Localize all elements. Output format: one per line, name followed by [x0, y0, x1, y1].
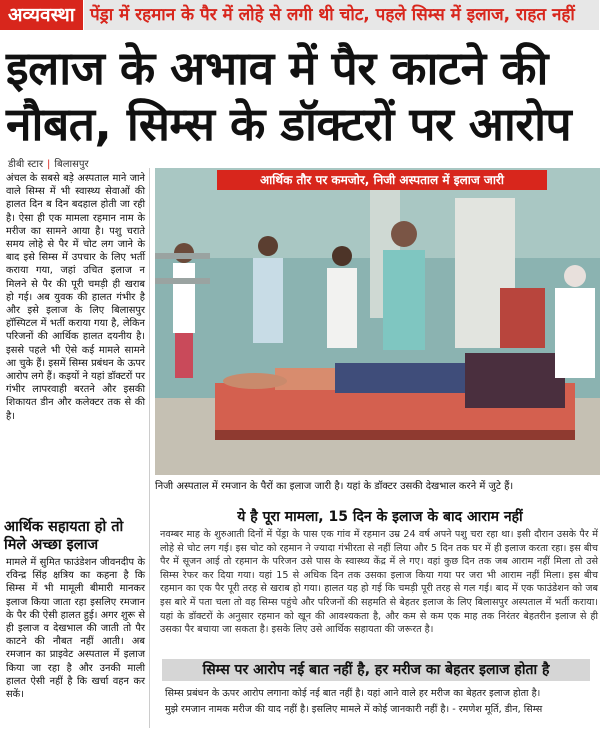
- left-column-subhead: आर्थिक सहायता हो तो मिले अच्छा इलाज: [4, 519, 124, 553]
- box-line-1: सिम्स प्रबंधन के ऊपर आरोप लगाना कोई नई बात नहीं है। यहां आने वाले हर मरीज का बेहतर इलाज होता है।: [165, 688, 541, 699]
- news-photo: [155, 168, 600, 475]
- byline: [8, 156, 89, 170]
- left-column-body: [6, 170, 145, 423]
- headline-line-1: इलाज के अभाव में पैर काटने की: [6, 41, 548, 95]
- left-column-paragraph: अंचल के सबसे बड़े अस्पताल माने जाने वाले सिम्स में भी स्वास्थ्य सेवाओं की हालत दिन ब दिन बदहाल होती जा रही है। ऐसा ही एक मामला रहमान नाम के मरीज का सामने आया है। पशु चराते समय लोहे से पैर में चोट लग जाने के बाद इसे सिम्स में उपचार के लिए भर्ती कराया गया, जहां उचित इलाज न मिलने से पैर की पूरी चमड़ी ही खराब हो गई। अब युवक की हालत गंभीर है और इसे इलाज के लिए बिलासपुर हॉस्पिटल में भर्ती कराया गया है, लेकिन परिजनों की आर्थिक हालत दयनीय है। इससे पहले भी ऐसे कई मामले सामने आ चुके हैं। इसमें सिम्स प्रबंधन के ऊपर आरोप लगे हैं। कइयों ने यहां डॉक्टरों पर गंभीर लापरवाही बरतने और इसकी शिकायत डीन और कलेक्टर तक से की है।: [6, 173, 145, 422]
- box-body: [165, 686, 590, 718]
- top-bar: [0, 0, 603, 30]
- box-line-2: मुझे रमजान नामक मरीज की याद नहीं है। इसलिए मामले में कोई जानकारी नहीं है। - रमणेश मूर्ति, डीन, सिम्स: [165, 704, 543, 715]
- byline-author: डीबी स्टार: [8, 159, 44, 170]
- byline-separator: |: [47, 159, 51, 170]
- middle-body: नवम्बर माह के शुरुआती दिनों में पेंड्रा के पास एक गांव में रहमान उम्र 24 वर्ष अपने पशु चरा रहा था। इसी दौरान उसके पैर में लोहे से चोट लग गई। इस चोट को रहमान ने ज्यादा गंभीरता से नहीं लिया और 5 दिन तक घर में ही इलाज करता रहा। इस बीच पैर में सूजन आई तो रहमान के परिजन उसे पास के स्वास्थ्य केंद्र में ले गए। वहां कुछ दिन तक जब आराम नहीं मिला तो उसे सिम्स रेफर कर दिया गया। यहां 15 से अधिक दिन तक उसका इलाज किया गया पर जरा भी आराम नहीं मिला। इस बीच रहमान का एक पैर पूरी तरह से खराब हो गया। हालत यह हो गई कि चमड़ी पूरी तरह से गल गई। बाद में एक फाउंडेशन को जब इस बारे में पता चला तो वह सिम्स पहुंचे और परिजनों की सहमति से बेहतर इलाज के लिए बिलासपुर अस्पताल में भर्ती कराया। यहां के डॉक्टरों के अनुसार रहमान को खून की आवश्यकता है, और कम से कम एक माह तक निरंतर बेहतरीन इलाज से ही उसका पैर बचाया जा सकता है। इसके लिए उसे आर्थिक सहायता की जरूरत है।: [160, 529, 598, 636]
- headline-line-2: नौबत, सिम्स के डॉक्टरों पर आरोप: [6, 97, 572, 151]
- left-column-paragraph-2: मामले में सुमित फाउंडेशन जीवनदीप के रविन्द्र सिंह क्षत्रिय का कहना है कि सिम्स में भी मामूली बीमारी मानकर इलाज किया जाता रहा इसलिए रमजान के पैर की ऐसी हालत हुई। अगर शुरू से ही इलाज व देखभाल की जाती तो पैर काटने की नौबत नहीं आती। अब रमजान का प्राइवेट अस्पताल में इलाज किया जा रहा है और उनकी माली हालत ऐसी नहीं है कि खर्चा वहन कर सकें।: [6, 557, 145, 701]
- kicker-line: पेंड्रा में रहमान के पैर में लोहे से लगी थी चोट, पहले सिम्स में इलाज, राहत नहीं: [84, 0, 599, 30]
- photo-caption-bottom: निजी अस्पताल में रमजान के पैरों का इलाज जारी है। यहां के डॉक्टर उसकी देखभाल करने में जुटे हैं।: [155, 481, 514, 492]
- box-heading: सिम्स पर आरोप नई बात नहीं है, हर मरीज का बेहतर इलाज होता है: [162, 659, 590, 681]
- middle-heading: ये है पूरा मामला, 15 दिन के इलाज के बाद आराम नहीं: [237, 509, 523, 525]
- byline-place: बिलासपुर: [54, 159, 89, 170]
- hospital-scene-illustration: [155, 168, 600, 475]
- photo-caption-top: आर्थिक तौर पर कमजोर, निजी अस्पताल में इलाज जारी: [217, 170, 547, 190]
- section-tag: अव्यवस्था: [0, 0, 83, 30]
- column-divider: [149, 168, 150, 728]
- headline: [6, 40, 598, 152]
